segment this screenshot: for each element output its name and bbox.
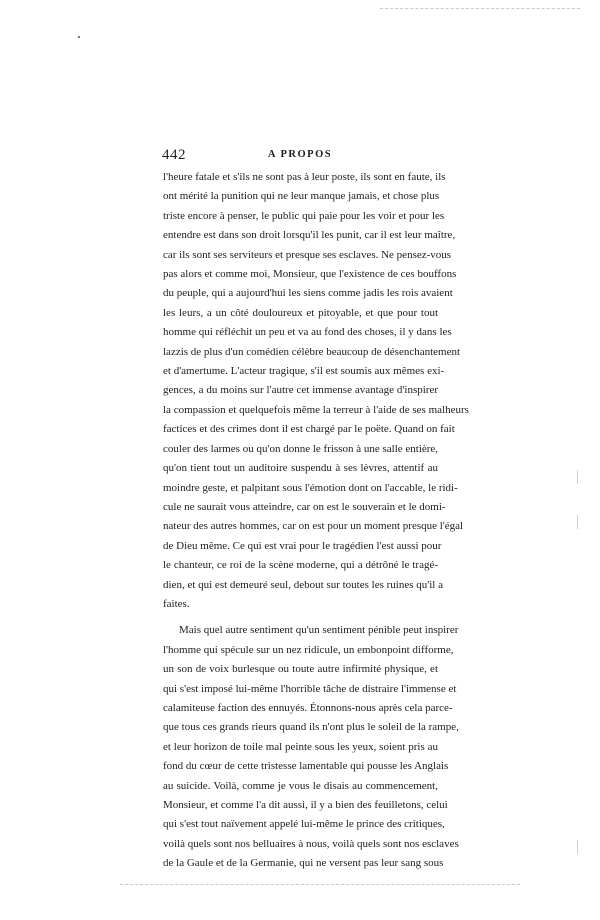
text-line: pas alors et comme moi, Monsieur, que l'existence de ces bouffons	[163, 268, 457, 281]
text-line: du peuple, qui a aujourd'hui les siens comme jadis les rois avaient	[163, 287, 453, 300]
text-line: car ils sont ses serviteurs et presque ses esclaves. Ne pensez-vous	[163, 248, 452, 261]
text-line: calamiteuse faction des ennuyés. Étonnons-nous après cela parce-	[163, 701, 453, 714]
text-line: nateur des autres hommes, car on est pour un moment presque l'égal	[163, 520, 464, 533]
text-line: cule ne saurait vous atteindre, car on est le souverain et le domi-	[163, 500, 446, 513]
text-line: voilà quels sont nos belluaires à nous, voilà quels sont nos esclaves	[163, 837, 459, 850]
running-title: A PROPOS	[267, 149, 333, 160]
text-line: gences, a du moins sur l'autre cet immense avantage d'inspirer	[163, 384, 438, 397]
text-line: qu'on tient tout un auditoire suspendu à ses lèvres, attentif au	[163, 462, 438, 475]
text-line: Mais quel autre sentiment qu'un sentiment pénible peut inspirer	[179, 624, 459, 637]
scan-edge-mark	[577, 515, 578, 529]
scan-speck	[78, 36, 80, 38]
text-line: entendre est dans son droit lorsqu'il les punit, car il est leur maître,	[163, 229, 456, 242]
text-line: au suicide. Voilà, comme je vous le disais au commencement,	[163, 779, 438, 792]
paragraph	[163, 168, 469, 614]
text-line: qui s'est imposé lui-même l'horrible tâche de distraire l'immense et	[163, 682, 457, 695]
text-line: de Dieu même. Ce qui est vrai pour le tragédien l'est aussi pour	[163, 539, 442, 552]
text-line: qui s'est tout naïvement appelé lui-même le prince des critiques,	[163, 818, 445, 831]
text-line: triste encore à penser, le public qui paie pour les voir et pour les	[163, 209, 445, 222]
scan-edge-mark	[577, 840, 578, 854]
page-header	[162, 147, 438, 165]
text-line: un son de voix burlesque ou toute autre infirmité physique, et	[163, 663, 438, 676]
text-line: les leurs, a un côté douloureux et pitoyable, et que pour tout	[163, 306, 438, 319]
scan-edge-top-dashes	[380, 8, 580, 9]
text-line: le chanteur, ce roi de la scène moderne, qui a détrôné le tragé-	[163, 559, 438, 572]
text-line: la compassion et quelquefois même la terreur à l'aide de ses malheurs	[163, 403, 469, 416]
text-line: Monsieur, et comme l'a dit aussi, il y a bien des feuilletons, celui	[163, 799, 448, 811]
page-number: 442	[162, 147, 186, 163]
text-line: lazzis de plus d'un comédien célèbre beaucoup de désenchantement	[163, 345, 461, 358]
scan-edge-bottom-dashes	[120, 884, 520, 885]
text-line: l'homme qui spécule sur un nez ridicule, un embonpoint difforme,	[163, 643, 454, 656]
text-line: homme qui réfléchit un peu et va au fond des choses, il y dans les	[163, 326, 452, 339]
paragraph-gap	[163, 614, 438, 621]
text-line: factices et des crimes dont il est chargé par le poëte. Quand on fait	[163, 423, 455, 436]
text-line: faites.	[163, 597, 190, 610]
text-line: moindre geste, et palpitant sous l'émotion dont on l'accable, le ridi-	[163, 481, 458, 494]
text-line: l'heure fatale et s'ils ne sont pas à leur poste, ils sont en faute, ils	[163, 171, 446, 183]
text-line: fond du cœur de cette tristesse lamentable qui pousse les Anglais	[163, 760, 449, 773]
text-line: ont mérité la punition qui ne leur manque jamais, et chose plus	[163, 190, 440, 203]
text-line: couler des larmes ou qu'on donne le frisson à une salle entière,	[163, 442, 439, 455]
text-line: et leur horizon de toile mal peinte sous les yeux, soient pris au	[163, 740, 438, 753]
scan-edge-mark	[577, 470, 578, 484]
text-line: et d'amertume. L'acteur tragique, s'il est soumis aux mêmes exi-	[163, 365, 445, 378]
text-line: de la Gaule et de la Germanie, qui ne versent pas leur sang sous	[163, 857, 444, 870]
paragraph	[163, 621, 459, 873]
text-line: dien, et qui est demeuré seul, debout sur toutes les ruines qu'il a	[163, 578, 443, 591]
text-line: que tous ces grands rieurs quand ils n'ont plus le soleil de la rampe,	[163, 721, 459, 734]
body-text	[163, 168, 469, 874]
